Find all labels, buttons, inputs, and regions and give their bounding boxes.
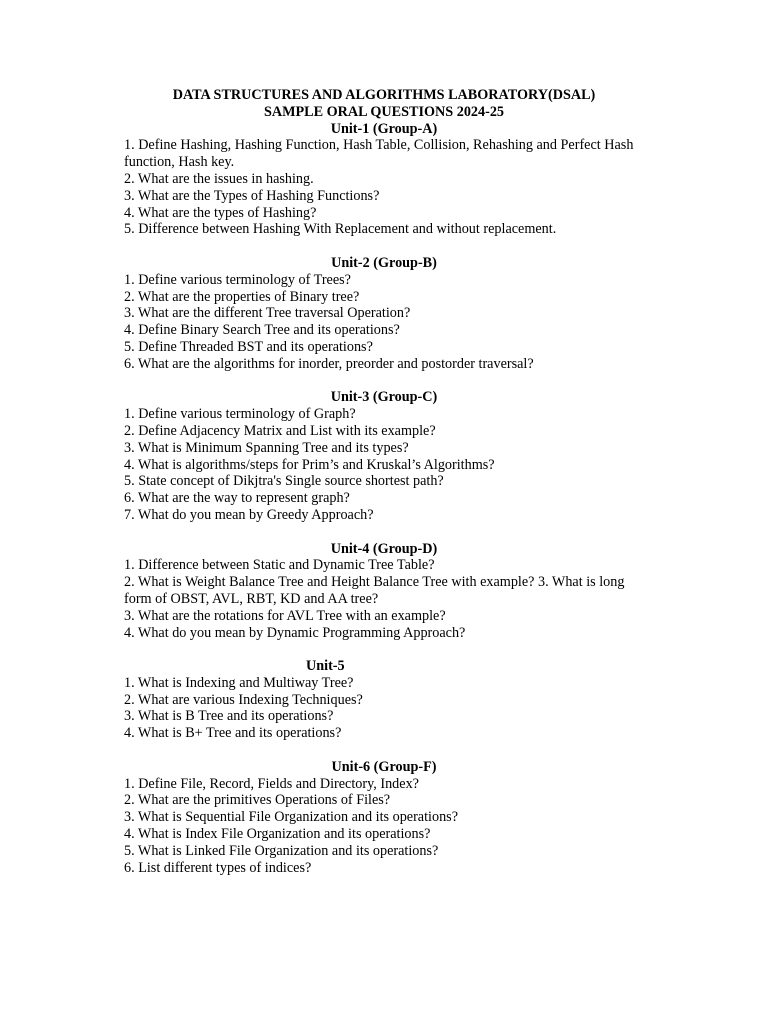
unit-2-question-6: 6. What are the algorithms for inorder, preorder and postorder traversal?	[124, 355, 534, 372]
unit-6-question-3: 3. What is Sequential File Organization and its operations?	[124, 809, 458, 826]
document-page	[124, 87, 644, 876]
unit-5-question-2: 2. What are various Indexing Techniques?	[124, 691, 363, 708]
unit-2-question-1: 1. Define various terminology of Trees?	[124, 271, 351, 288]
unit-1-heading: Unit-1 (Group-A)	[330, 120, 438, 137]
unit-3-section	[124, 389, 644, 523]
unit-3-question-1: 1. Define various terminology of Graph?	[124, 406, 356, 423]
unit-4-question-3: 3. What are the rotations for AVL Tree with an example?	[124, 607, 446, 624]
unit-1-question-2: 2. What are the issues in hashing.	[124, 170, 314, 187]
unit-4-heading: Unit-4 (Group-D)	[330, 540, 438, 557]
unit-4-question-2: 2. What is Weight Balance Tree and Height Balance Tree with example? 3. What is long form of OBST, AVL, RBT, KD and AA tree?	[124, 574, 625, 607]
unit-2-question-3: 3. What are the different Tree traversal Operation?	[124, 305, 411, 322]
unit-4-question-4: 4. What do you mean by Dynamic Programming Approach?	[124, 624, 466, 641]
unit-1-question-3: 3. What are the Types of Hashing Functions?	[124, 187, 380, 204]
unit-2-question-5: 5. Define Threaded BST and its operations?	[124, 338, 373, 355]
unit-1-section	[124, 121, 644, 239]
unit-6-section	[124, 759, 644, 877]
unit-6-question-2: 2. What are the primitives Operations of Files?	[124, 792, 391, 809]
unit-4-question-1: 1. Difference between Static and Dynamic Tree Table?	[124, 557, 435, 574]
unit-3-question-6: 6. What are the way to represent graph?	[124, 490, 350, 507]
unit-3-question-3: 3. What is Minimum Spanning Tree and its types?	[124, 439, 409, 456]
unit-4-section	[124, 541, 644, 642]
unit-2-section	[124, 255, 644, 373]
unit-3-heading: Unit-3 (Group-C)	[330, 389, 438, 406]
unit-2-question-4: 4. Define Binary Search Tree and its operations?	[124, 322, 400, 339]
unit-1-question-4: 4. What are the types of Hashing?	[124, 204, 317, 221]
unit-6-question-1: 1. Define File, Record, Fields and Directory, Index?	[124, 775, 419, 792]
unit-3-question-2: 2. Define Adjacency Matrix and List with its example?	[124, 422, 436, 439]
unit-6-question-5: 5. What is Linked File Organization and its operations?	[124, 842, 439, 859]
unit-6-question-4: 4. What is Index File Organization and its operations?	[124, 826, 431, 843]
document-subtitle: SAMPLE ORAL QUESTIONS 2024-25	[263, 103, 505, 120]
unit-3-question-4: 4. What is algorithms/steps for Prim’s and Kruskal’s Algorithms?	[124, 456, 495, 473]
unit-6-heading: Unit-6 (Group-F)	[331, 758, 437, 775]
unit-1-question-1: 1. Define Hashing, Hashing Function, Hash Table, Collision, Rehashing and Perfect Hash function, Hash key.	[124, 137, 634, 171]
unit-5-section	[124, 658, 644, 742]
unit-5-heading: Unit-5	[306, 658, 345, 675]
unit-5-question-1: 1. What is Indexing and Multiway Tree?	[124, 674, 354, 691]
unit-5-question-4: 4. What is B+ Tree and its operations?	[124, 725, 342, 742]
document-title: DATA STRUCTURES AND ALGORITHMS LABORATORY(DSAL)	[172, 87, 596, 103]
unit-2-heading: Unit-2 (Group-B)	[331, 254, 437, 271]
unit-5-question-3: 3. What is B Tree and its operations?	[124, 708, 334, 725]
unit-1-question-5: 5. Difference between Hashing With Replacement and without replacement.	[124, 221, 557, 238]
unit-3-question-7: 7. What do you mean by Greedy Approach?	[124, 506, 374, 523]
unit-6-question-6: 6. List different types of indices?	[124, 859, 312, 876]
unit-3-question-5: 5. State concept of Dikjtra's Single source shortest path?	[124, 473, 444, 490]
unit-2-question-2: 2. What are the properties of Binary tree?	[124, 288, 360, 305]
